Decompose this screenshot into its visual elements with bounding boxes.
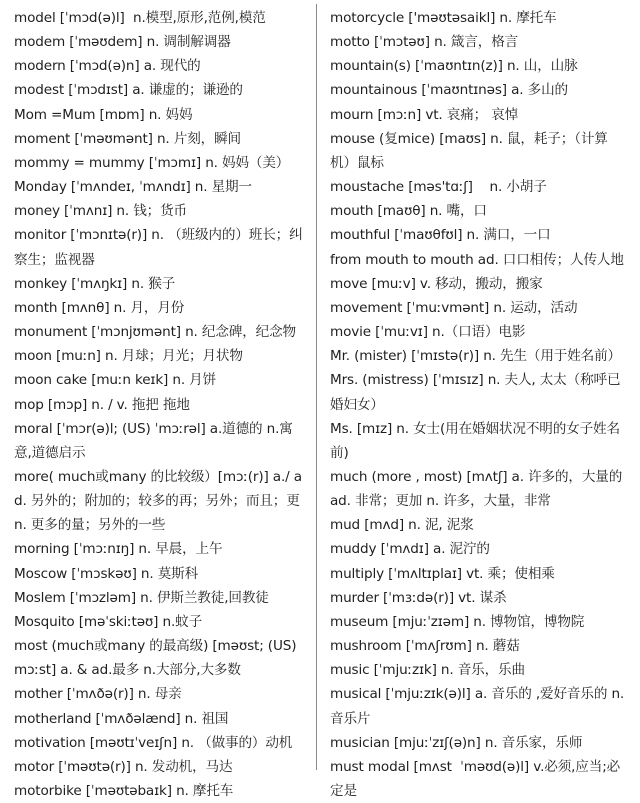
left-column — [14, 6, 310, 803]
vocabulary-entry — [14, 175, 310, 199]
entry-text: music [ˈmjuːzɪk] n. 音乐，乐曲 — [330, 662, 525, 679]
entry-text: Moslem [ˈmɔzləm] n. 伊斯兰教徒,回教徒 — [14, 589, 269, 606]
entry-text: mouse (复mice) [maʊs] n. 鼠，耗子；（计算机）鼠标 — [330, 130, 608, 171]
vocabulary-entry — [330, 78, 626, 102]
vocabulary-entry — [330, 199, 626, 223]
vocabulary-entry — [14, 30, 310, 54]
entry-text: motor [ˈməʊtə(r)] n. 发动机，马达 — [14, 758, 233, 775]
entry-text: Mom =Mum [mɒm] n. 妈妈 — [14, 106, 193, 123]
vocabulary-entry — [330, 731, 626, 755]
vocabulary-entry — [14, 682, 310, 706]
entry-text: month [mʌnθ] n. 月，月份 — [14, 299, 185, 316]
vocabulary-entry — [330, 248, 626, 272]
entry-text: moment [ˈməʊmənt] n. 片刻，瞬间 — [14, 130, 241, 147]
vocabulary-entry — [330, 368, 626, 416]
vocabulary-entry — [330, 417, 626, 465]
vocabulary-entry — [330, 682, 629, 730]
vocabulary-entry — [330, 175, 626, 199]
entry-text: musician [mjuːˈzɪʃ(ə)n] n. 音乐家，乐师 — [330, 734, 583, 751]
vocabulary-entry — [330, 634, 626, 658]
entry-text: museum [mjuːˈzɪəm] n. 博物馆，博物院 — [330, 613, 585, 630]
vocabulary-entry — [330, 465, 626, 513]
vocabulary-entry — [14, 393, 310, 417]
entry-text: motivation [məʊtɪˈveɪʃn] n. （做事的）动机 — [14, 734, 293, 751]
entry-text: movie [ˈmuːvɪ] n.（口语）电影 — [330, 324, 526, 341]
right-column — [330, 6, 629, 803]
vocabulary-entry — [14, 731, 310, 755]
vocabulary-entry — [330, 658, 626, 682]
vocabulary-entry — [14, 368, 310, 392]
vocabulary-entry — [14, 707, 310, 731]
entry-text: mouth [maʊθ] n. 嘴，口 — [330, 203, 487, 220]
entry-text: Ms. [mɪz] n. 女士(用在婚姻状况不明的女子姓名前) — [330, 420, 620, 461]
entry-text: mop [mɔp] n. / v. 拖把 拖地 — [14, 396, 190, 413]
vocabulary-entry — [330, 562, 626, 586]
vocabulary-entry — [14, 127, 310, 151]
entry-text: mommy = mummy [ˈmɔmɪ] n. 妈妈（美） — [14, 154, 290, 171]
entry-text: mountainous [ˈmaʊntɪnəs] a. 多山的 — [330, 82, 568, 99]
vocabulary-entry — [14, 151, 310, 175]
vocabulary-entry — [14, 272, 310, 296]
entry-text: Mrs. (mistress) [ˈmɪsɪz] n. 夫人, 太太（称呼已婚妇女） — [330, 372, 621, 413]
entry-text: must modal [mʌst ˈməʊd(ə)l] v.必须,应当;必定是 — [330, 758, 621, 799]
entry-text: most (much或many 的最高级) [məʊst; (US) mɔːst] a. & ad.最多 n.大部分,大多数 — [14, 638, 301, 679]
entry-text: mother [ˈmʌðə(r)] n. 母亲 — [14, 686, 182, 703]
vocabulary-entry — [14, 320, 310, 344]
vocabulary-entry — [330, 537, 626, 561]
vocabulary-entry — [330, 223, 626, 247]
vocabulary-entry — [330, 586, 626, 610]
entry-text: mouthful [ˈmaʊθfʊl] n. 满口，一口 — [330, 227, 551, 244]
vocabulary-entry — [330, 320, 626, 344]
vocabulary-entry — [14, 779, 310, 803]
entry-text: move [muːv] v. 移动，搬动，搬家 — [330, 275, 543, 292]
entry-text: much (more , most) [mʌtʃ] a. 许多的，大量的 ad. 非常；更加 n. 许多，大量，非常 — [330, 468, 627, 510]
vocabulary-entry — [14, 6, 310, 30]
vocabulary-entry — [330, 103, 626, 127]
vocabulary-entry — [14, 199, 310, 223]
entry-text: monument [ˈmɔnjʊmənt] n. 纪念碑，纪念物 — [14, 324, 296, 341]
vocabulary-entry — [14, 610, 310, 634]
vocabulary-entry — [14, 465, 310, 537]
vocabulary-entry — [14, 586, 310, 610]
entry-text: moustache [məs'tɑːʃ] n. 小胡子 — [330, 179, 547, 196]
vocabulary-entry — [14, 54, 310, 78]
vocabulary-entry — [14, 296, 310, 320]
vocabulary-entry — [330, 127, 626, 175]
entry-text: murder [ˈmɜːdə(r)] vt. 谋杀 — [330, 589, 507, 606]
vocabulary-entry — [14, 417, 310, 465]
entry-text: Monday [ˈmʌndeɪ, ˈmʌndɪ] n. 星期一 — [14, 179, 252, 196]
entry-text: moon [muːn] n. 月球；月光；月状物 — [14, 348, 243, 365]
vocabulary-entry — [330, 54, 626, 78]
vocabulary-entry — [14, 634, 310, 682]
entry-text: musical [ˈmjuːzɪk(ə)l] a. 音乐的 ,爱好音乐的 n. 音乐片 — [330, 686, 629, 727]
vocabulary-entry — [330, 30, 626, 54]
entry-text: from mouth to mouth ad. 口口相传；人传人地 — [330, 251, 624, 268]
entry-text: movement [ˈmuːvmənt] n. 运动，活动 — [330, 299, 578, 316]
vocabulary-entry — [14, 344, 310, 368]
entry-text: mud [mʌd] n. 泥, 泥浆 — [330, 517, 474, 534]
entry-text: monitor [ˈmɔnɪtə(r)] n. （班级内的）班长；纠察生；监视器 — [14, 227, 303, 268]
entry-text: motorcycle ['məʊtəsaikl] n. 摩托车 — [330, 10, 557, 26]
vocabulary-entry — [330, 755, 626, 803]
vocabulary-entry — [330, 344, 626, 368]
vocabulary-entry — [330, 513, 626, 537]
entry-text: modest [ˈmɔdɪst] a. 谦虚的；谦逊的 — [14, 82, 243, 99]
entry-text: Mr. (mister) [ˈmɪstə(r)] n. 先生（用于姓名前） — [330, 348, 622, 365]
entry-text: model [ˈmɔd(ə)l] n.模型,原形,范例,模范 — [14, 10, 266, 26]
vocabulary-entry — [14, 78, 310, 102]
entry-text: moon cake [muːn keɪk] n. 月饼 — [14, 372, 217, 389]
entry-text: mushroom [ˈmʌʃrʊm] n. 蘑菇 — [330, 638, 520, 655]
vocabulary-entry — [330, 296, 626, 320]
entry-text: multiply [ˈmʌltɪplaɪ] vt. 乘；使相乘 — [330, 565, 555, 582]
entry-text: moral [ˈmɔr(ə)l; (US) ˈmɔːrəl] a.道德的 n.寓意,道德启示 — [14, 420, 293, 461]
entry-text: money [ˈmʌnɪ] n. 钱；货币 — [14, 203, 188, 220]
entry-text: mountain(s) [ˈmaʊntɪn(z)] n. 山，山脉 — [330, 58, 578, 75]
entry-text: modern [ˈmɔd(ə)n] a. 现代的 — [14, 58, 201, 75]
vocabulary-entry — [14, 223, 310, 271]
vocabulary-entry — [14, 537, 310, 561]
vocabulary-entry — [14, 103, 310, 127]
entry-text: mourn [mɔːn] vt. 哀痛； 哀悼 — [330, 106, 519, 123]
entry-text: modem [ˈməʊdem] n. 调制解调器 — [14, 34, 231, 51]
vocabulary-entry — [14, 562, 310, 586]
entry-text: more( much或many 的比较级）[mɔː(r)] a./ ad. 另外的；附加的；较多的再；另外；而且；更 n. 更多的量；另外的一些 — [14, 468, 304, 534]
entry-text: monkey [ˈmʌŋkɪ] n. 猴子 — [14, 275, 176, 292]
entry-text: motto [ˈmɔtəʊ] n. 箴言，格言 — [330, 34, 519, 51]
entry-text: motorbike [ˈməʊtəbaɪk] n. 摩托车 — [14, 783, 234, 799]
vocabulary-entry — [330, 272, 626, 296]
entry-text: muddy [ˈmʌdɪ] a. 泥泞的 — [330, 541, 490, 558]
entry-text: Moscow [ˈmɔskəʊ] n. 莫斯科 — [14, 565, 199, 582]
entry-text: Mosquito [məˈskiːtəʊ] n.蚊子 — [14, 613, 203, 630]
vocabulary-entry — [14, 755, 310, 779]
vocabulary-entry — [330, 6, 626, 30]
entry-text: morning [ˈmɔːnɪŋ] n. 早晨，上午 — [14, 541, 223, 558]
vocabulary-entry — [330, 610, 626, 634]
entry-text: motherland [ˈmʌðəlænd] n. 祖国 — [14, 710, 229, 727]
column-divider — [316, 4, 317, 770]
